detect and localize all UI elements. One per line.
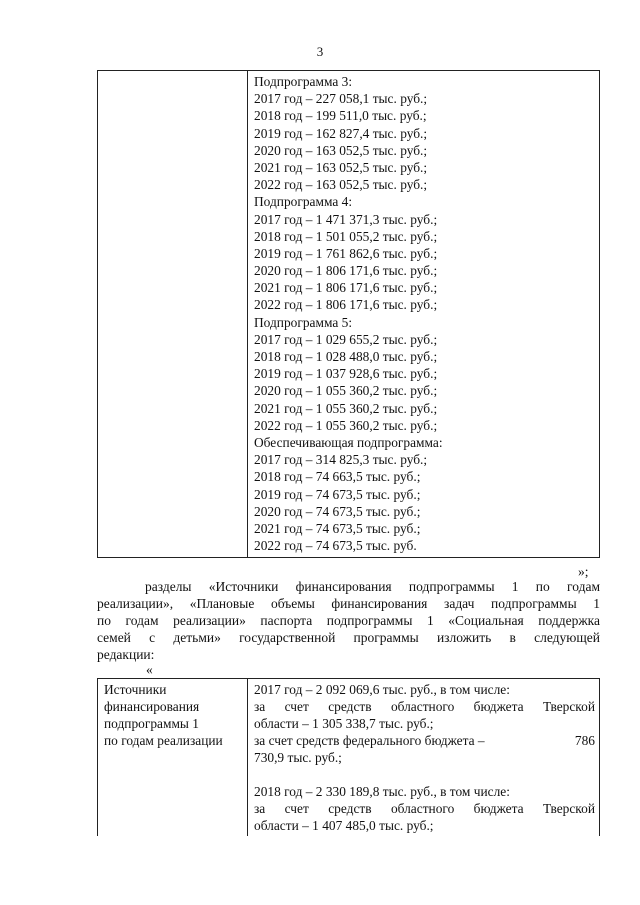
value-line-split xyxy=(254,732,595,749)
financing-line: 2022 год – 1 055 360,2 тыс. руб.; xyxy=(254,417,438,433)
label-line: финансирования xyxy=(104,699,200,714)
value-line-part: 786 xyxy=(574,733,595,748)
financing-line: 2019 год – 1 761 862,6 тыс. руб.; xyxy=(254,245,438,261)
financing-line: 2021 год – 1 055 360,2 тыс. руб.; xyxy=(254,400,438,416)
financing-line: Обеспечивающая подпрограмма: xyxy=(254,434,443,450)
financing-line: 2020 год – 1 055 360,2 тыс. руб.; xyxy=(254,383,438,399)
financing-line: 2020 год – 163 052,5 тыс. руб.; xyxy=(254,142,428,158)
value-line: 2017 год – 2 092 069,6 тыс. руб., в том числе: xyxy=(254,682,510,697)
body-paragraph xyxy=(97,578,600,663)
financing-line: 2018 год – 199 511,0 тыс. руб.; xyxy=(254,108,427,124)
financing-table xyxy=(97,70,600,558)
financing-table-values-cell xyxy=(248,71,599,557)
value-line: области – 1 305 338,7 тыс. руб.; xyxy=(254,716,434,731)
financing-line: Подпрограмма 3: xyxy=(254,74,353,89)
financing-line: 2017 год – 1 029 655,2 тыс. руб.; xyxy=(254,331,438,347)
financing-line: 2021 год – 163 052,5 тыс. руб.; xyxy=(254,159,428,175)
sources-table-values-cell xyxy=(248,679,599,836)
financing-line: 2018 год – 74 663,5 тыс. руб.; xyxy=(254,469,421,485)
paragraph-line: разделы «Источники финансирования подпрограммы 1 по годам xyxy=(145,579,600,594)
financing-line: 2021 год – 74 673,5 тыс. руб.; xyxy=(254,520,421,536)
label-line: по годам реализации xyxy=(104,733,223,748)
financing-line: 2017 год – 314 825,3 тыс. руб.; xyxy=(254,452,428,468)
paragraph-line: семей с детьми» государственной программы изложить в следующей xyxy=(97,630,600,645)
page-number: 3 xyxy=(316,44,324,59)
financing-line: Подпрограмма 5: xyxy=(254,314,353,330)
label-line: Источники xyxy=(104,682,167,697)
label-line: подпрограммы 1 xyxy=(104,716,199,731)
value-line: области – 1 407 485,0 тыс. руб.; xyxy=(254,818,434,833)
opening-quote-mark: « xyxy=(146,662,153,677)
paragraph-line: по годам реализации» паспорта подпрограммы 1 «Социальная поддержка xyxy=(97,613,600,628)
financing-line: 2020 год – 74 673,5 тыс. руб.; xyxy=(254,503,421,519)
financing-line: Подпрограмма 4: xyxy=(254,194,353,210)
sources-table xyxy=(97,678,600,836)
value-line: за счет средств областного бюджета Тверской xyxy=(254,801,595,816)
financing-table-label-cell xyxy=(98,71,248,557)
value-line-part: за счет средств федерального бюджета – xyxy=(254,733,485,748)
financing-line: 2019 год – 162 827,4 тыс. руб.; xyxy=(254,125,428,141)
paragraph-line: реализации», «Плановые объемы финансирования задач подпрограммы 1 xyxy=(97,596,600,611)
financing-line: 2018 год – 1 501 055,2 тыс. руб.; xyxy=(254,228,438,244)
paragraph-line: редакции: xyxy=(97,647,155,662)
financing-line: 2017 год – 227 058,1 тыс. руб.; xyxy=(254,91,428,107)
financing-line: 2022 год – 74 673,5 тыс. руб. xyxy=(254,538,417,554)
financing-line: 2022 год – 163 052,5 тыс. руб.; xyxy=(254,177,428,193)
financing-line: 2022 год – 1 806 171,6 тыс. руб.; xyxy=(254,297,438,313)
value-line: 2018 год – 2 330 189,8 тыс. руб., в том числе: xyxy=(254,784,510,799)
value-line: за счет средств областного бюджета Тверской xyxy=(254,699,595,714)
financing-line: 2019 год – 74 673,5 тыс. руб.; xyxy=(254,486,421,502)
financing-line: 2021 год – 1 806 171,6 тыс. руб.; xyxy=(254,280,438,296)
financing-line: 2017 год – 1 471 371,3 тыс. руб.; xyxy=(254,211,438,227)
closing-quote-mark: »; xyxy=(578,564,589,579)
financing-line: 2018 год – 1 028 488,0 тыс. руб.; xyxy=(254,349,438,364)
financing-line: 2019 год – 1 037 928,6 тыс. руб.; xyxy=(254,366,438,382)
spacer xyxy=(254,766,595,783)
financing-line: 2020 год – 1 806 171,6 тыс. руб.; xyxy=(254,263,438,279)
sources-table-label-cell xyxy=(98,679,248,836)
value-line: 730,9 тыс. руб.; xyxy=(254,750,342,765)
